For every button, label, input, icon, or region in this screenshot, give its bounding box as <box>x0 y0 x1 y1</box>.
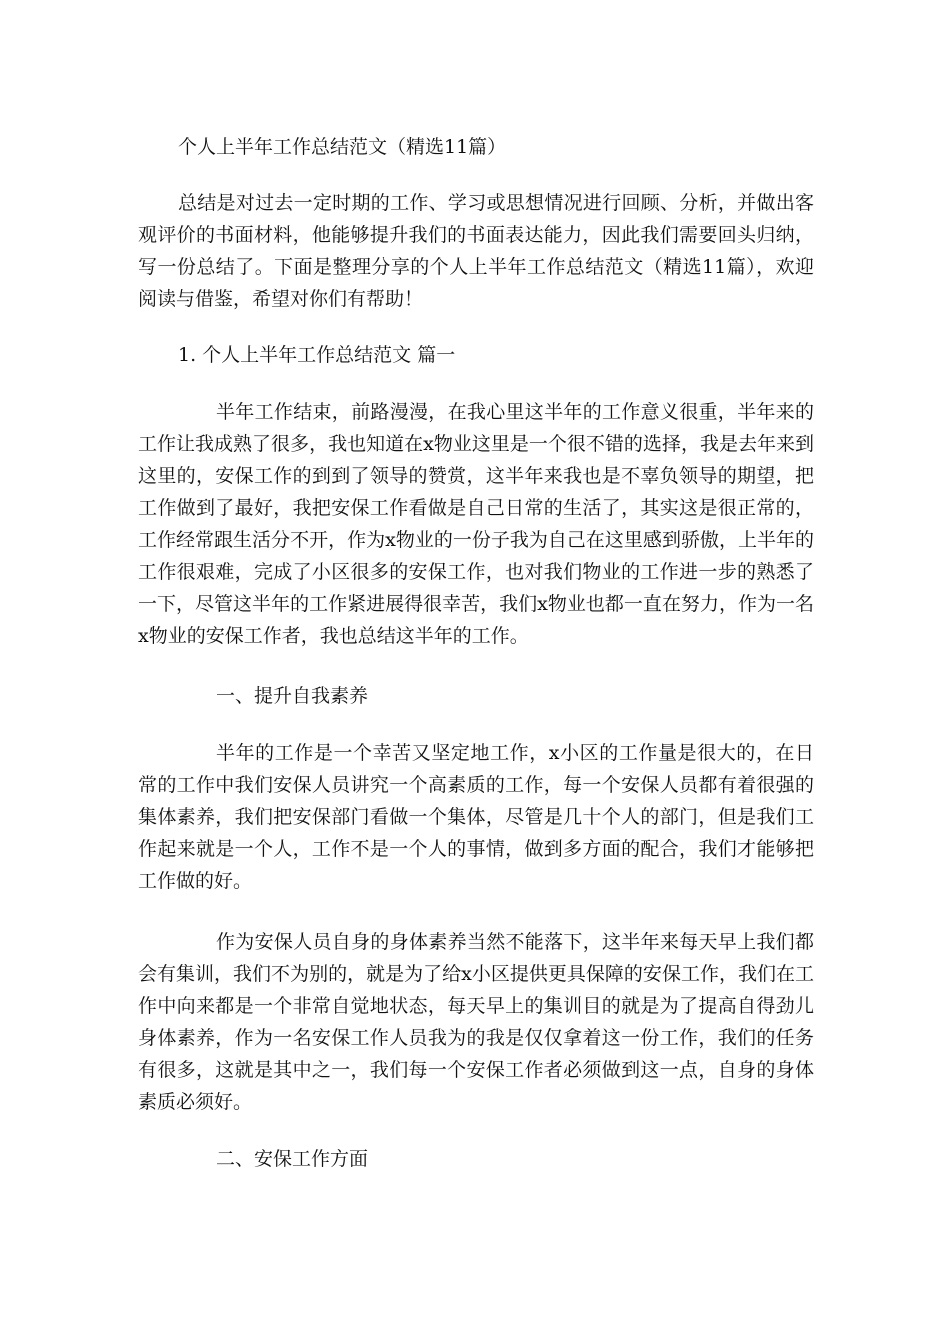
section-heading-1: 1. 个人上半年工作总结范文 篇一 <box>178 344 456 366</box>
subsection1-paragraph-2: 作为安保人员自身的身体素养当然不能落下，这半年来每天早上我们都会有集训，我们不为别的，就是为了给x小区提供更具保障的安保工作，我们在工作中向来都是一个非常自觉地状态，每天早上的集训目的就是为了提高自得劲儿身体素养，作为一名安保工作人员我为的我是仅仅拿着这一份工作，我们的任务有很多，这就是其中之一，我们每一个安保工作者必须做到这一点，自身的身体素质必须好。 <box>138 931 814 1113</box>
section1-paragraph-1: 半年工作结束，前路漫漫，在我心里这半年的工作意义很重，半年来的工作让我成熟了很多，我也知道在x物业这里是一个很不错的选择，我是去年来到这里的，安保工作的到到了领导的赞赏，这半年来我也是不辜负领导的期望，把工作做到了最好，我把安保工作看做是自己日常的生活了，其实这是很正常的，工作经常跟生活分不开，作为x物业的一份子我为自己在这里感到骄傲，上半年的工作很艰难，完成了小区很多的安保工作，也对我们物业的工作进一步的熟悉了一下，尽管这半年的工作紧进展得很幸苦，我们x物业也都一直在努力，作为一名x物业的安保工作者，我也总结这半年的工作。 <box>138 401 814 647</box>
intro-paragraph: 总结是对过去一定时期的工作、学习或思想情况进行回顾、分析，并做出客观评价的书面材料，他能够提升我们的书面表达能力，因此我们需要回头归纳，写一份总结了。下面是整理分享的个人上半年工作总结范文（精选11篇），欢迎阅读与借鉴，希望对你们有帮助！ <box>138 192 814 310</box>
subheading-improve-self: 一、提升自我素养 <box>216 685 369 707</box>
subsection1-paragraph-1: 半年的工作是一个幸苦又坚定地工作，x小区的工作量是很大的，在日常的工作中我们安保人员讲究一个高素质的工作，每一个安保人员都有着很强的集体素养，我们把安保部门看做一个集体，尽管是几十个人的部门，但是我们工作起来就是一个人，工作不是一个人的事情，做到多方面的配合，我们才能够把工作做的好。 <box>138 742 814 892</box>
document-title: 个人上半年工作总结范文（精选11篇） <box>178 136 507 158</box>
subheading-security-work: 二、安保工作方面 <box>216 1148 369 1170</box>
